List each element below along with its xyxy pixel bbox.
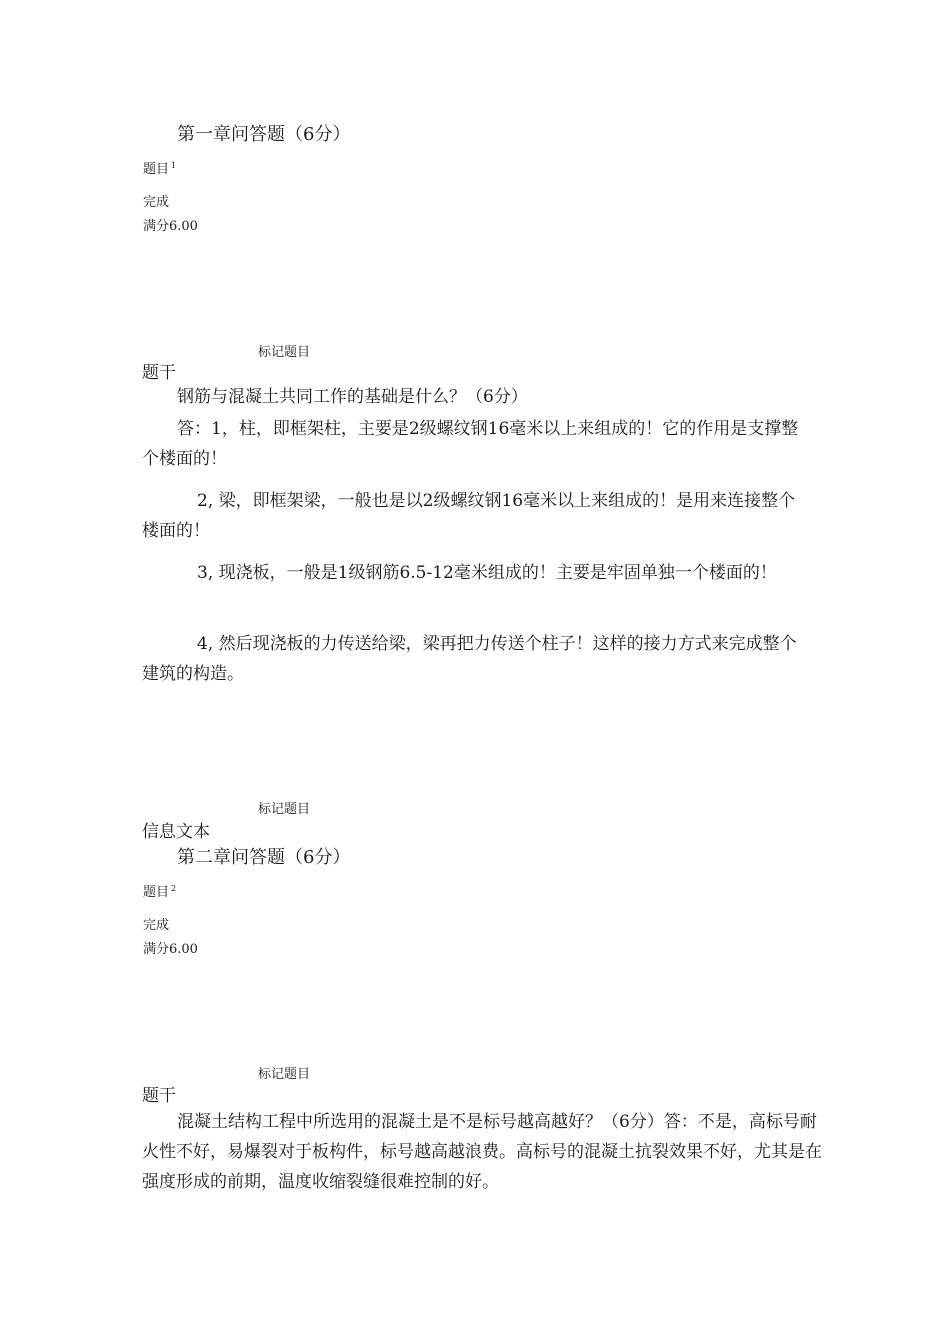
score-text-2: 满分6.00 xyxy=(143,942,198,957)
answer-paragraph-4: 4, 然后现浇板的力传送给梁，梁再把力传送个柱子！这样的接力方式来完成整个建筑的构造。 xyxy=(142,634,797,684)
answer-paragraph-3: 3, 现浇板，一般是1级钢筋6.5-12毫米组成的！主要是牢固单独一个楼面的！ xyxy=(197,563,777,583)
question-text-2: 混凝土结构工程中所选用的混凝土是不是标号越高越好？（6分）答：不是，高标号耐火性不好，易爆裂对于板构件，标号越高越浪费。高标号的混凝土抗裂效果不好，尤其是在强度形成的前期，温度收缩裂缝很难控制的好。 xyxy=(142,1112,822,1192)
question-number: 1 xyxy=(171,160,177,170)
answer-paragraph-2: 2, 梁，即框架梁，一般也是以2级螺纹钢16毫米以上来组成的！是用来连接整个楼面的！ xyxy=(142,491,796,541)
stem-label-2: 题干 xyxy=(142,1086,176,1106)
flag-question-link-1[interactable]: 标记题目 xyxy=(258,345,311,360)
answer-paragraph-1: 答：1，柱，即框架柱，主要是2级螺纹钢16毫米以上来组成的！它的作用是支撑整个楼面的！ xyxy=(142,419,799,469)
status-text-2: 完成 xyxy=(143,918,170,933)
chapter-title-2: 第二章问答题（6分） xyxy=(177,847,351,868)
chapter-title-1: 第一章问答题（6分） xyxy=(177,124,351,145)
question-label-2 xyxy=(143,881,176,900)
question-label-1 xyxy=(143,158,176,177)
question-number: 2 xyxy=(171,883,177,893)
info-text-label: 信息文本 xyxy=(142,822,210,842)
score-text-1: 满分6.00 xyxy=(143,219,198,234)
status-text-1: 完成 xyxy=(143,195,170,210)
flag-question-link-2[interactable]: 标记题目 xyxy=(258,1067,311,1082)
flag-info-link[interactable]: 标记题目 xyxy=(258,802,311,817)
question-text-1: 钢筋与混凝土共同工作的基础是什么？（6分） xyxy=(177,387,528,407)
stem-label-1: 题干 xyxy=(142,363,176,383)
question-label-text: 题目 xyxy=(143,885,170,900)
question-label-text: 题目 xyxy=(143,162,170,177)
